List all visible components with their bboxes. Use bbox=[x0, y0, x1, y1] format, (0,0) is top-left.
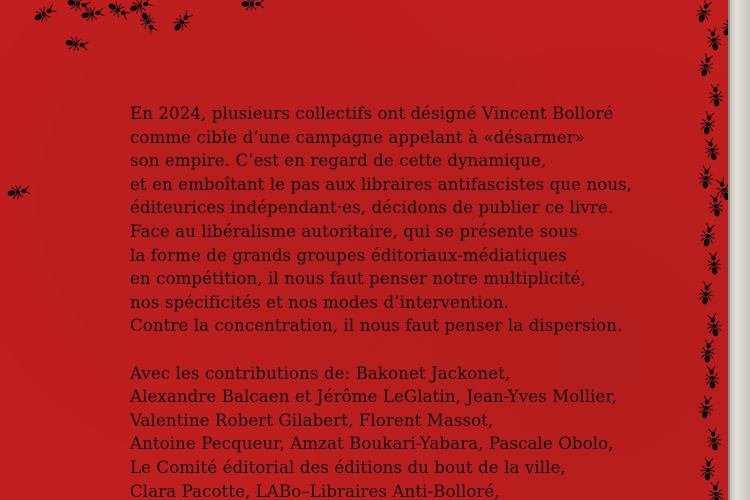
contrib-line: Alexandre Balcaen et Jérôme LeGlatin, Jean-Yves Mollier, bbox=[130, 387, 618, 407]
contrib-line: Antoine Pecqueur, Amzat Boukari-Yabara, Pascale Obolo, bbox=[130, 434, 614, 454]
intro-line: et en emboîtant le pas aux libraires antifascistes que nous, bbox=[130, 174, 633, 194]
contrib-line: Clara Pacotte, LABo–Libraires Anti-Bolloré, bbox=[130, 481, 500, 500]
intro-line: nos spécificités et nos modes d’intervention. bbox=[130, 292, 510, 312]
intro-line: la forme de grands groupes éditoriaux-médiatiques bbox=[130, 245, 567, 265]
contrib-line: Valentine Robert Gilabert, Florent Massot, bbox=[130, 410, 494, 430]
back-cover-text bbox=[130, 102, 720, 500]
contrib-line: Avec les contributions de: Bakonet Jackonet, bbox=[130, 363, 511, 383]
page-edge bbox=[728, 0, 750, 500]
contrib-line: Le Comité éditorial des éditions du bout de la ville, bbox=[130, 457, 566, 477]
intro-line: comme cible d’une campagne appelant à «désarmer» bbox=[130, 127, 586, 147]
intro-line: En 2024, plusieurs collectifs ont désigné Vincent Bolloré bbox=[130, 104, 614, 123]
intro-line: en compétition, il nous faut penser notre multiplicité, bbox=[130, 269, 586, 289]
intro-line: Contre la concentration, il nous faut penser la dispersion. bbox=[130, 316, 623, 336]
intro-line: son empire. C’est en regard de cette dynamique, bbox=[130, 151, 547, 171]
paragraph-gap bbox=[130, 338, 720, 362]
intro-line: éditeurices indépendant·es, décidons de publier ce livre. bbox=[130, 198, 614, 218]
intro-line: Face au libéralisme autoritaire, qui se présente sous bbox=[130, 221, 578, 241]
